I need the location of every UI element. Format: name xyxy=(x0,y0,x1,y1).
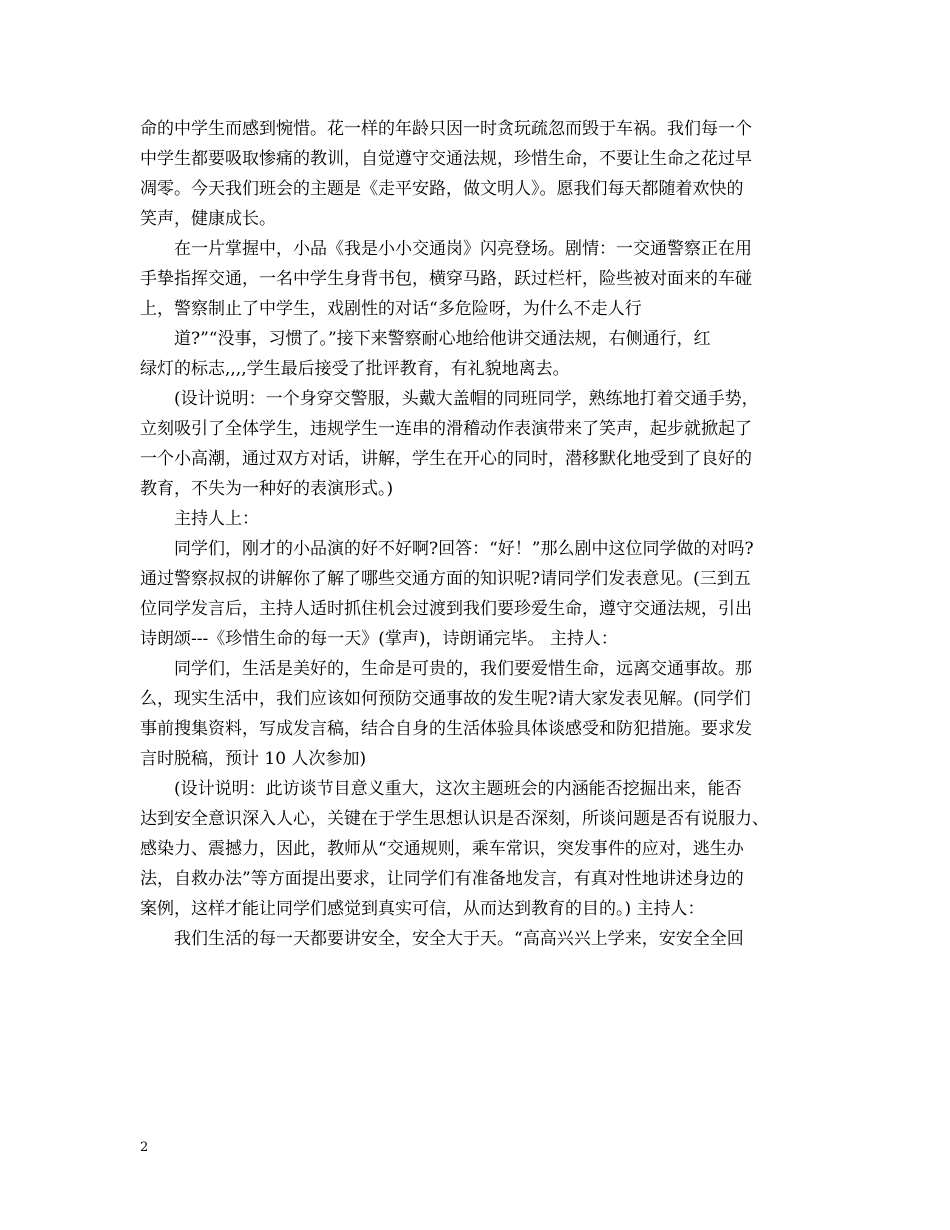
text-line: 一个小高潮，通过双方对话，讲解，学生在开心的同时，潜移默化地受到了良好的 xyxy=(140,449,752,469)
text-line: 通过警察叔叔的讲解你了解了哪些交通方面的知识呢?请同学们发表意见。(三到五 xyxy=(140,569,751,589)
page-number: 2 xyxy=(140,1140,149,1155)
text-line: 凋零。今天我们班会的主题是《走平安路，做文明人》。愿我们每天都随着欢快的 xyxy=(140,179,744,199)
text-line: 达到安全意识深入人心，关键在于学生思想认识是否深刻，所谈问题是否有说服力、 xyxy=(140,809,769,829)
text-line: 诗朗颂---《珍惜生命的每一天》(掌声)，诗朗诵完毕。 主持人： xyxy=(140,629,618,649)
text-line: 位同学发言后，主持人适时抓住机会过渡到我们要珍爱生命，遵守交通法规，引出 xyxy=(140,599,752,619)
text-line: 手挚指挥交通，一名中学生身背书包，横穿马路，跃过栏杆，险些被对面来的车碰 xyxy=(140,269,752,289)
text-line: 同学们，生活是美好的，生命是可贵的，我们要爱惜生命，远离交通事故。那 xyxy=(174,659,752,679)
body-text xyxy=(140,114,812,954)
text-line: 言时脱稿，预计 10 人次参加) xyxy=(140,749,367,769)
text-line: 绿灯的标志,,,,学生最后接受了批评教育，有礼貌地离去。 xyxy=(140,359,570,379)
text-line: 么，现实生活中，我们应该如何预防交通事故的发生呢?请大家发表见解。(同学们 xyxy=(140,689,751,709)
text-line: 在一片掌握中，小品《我是小小交通岗》闪亮登场。剧情：一交通警察正在用 xyxy=(174,239,752,259)
text-line: 我们生活的每一天都要讲安全，安全大于天。“高高兴兴上学来，安安全全回 xyxy=(174,929,744,949)
text-line: 事前搜集资料，写成发言稿，结合自身的生活体验具体谈感受和防犯措施。要求发 xyxy=(140,719,752,739)
text-line: 案例，这样才能让同学们感觉到真实可信，从而达到教育的目的。) 主持人： xyxy=(140,899,705,919)
text-line: (设计说明：一个身穿交警服，头戴大盖帽的同班同学，熟练地打着交通手势， xyxy=(174,389,759,409)
text-line: 法，自救办法”等方面提出要求，让同学们有准备地发言，有真对性地讲述身边的 xyxy=(140,869,744,889)
text-line: 立刻吸引了全体学生，违规学生一连串的滑稽动作表演带来了笑声，起步就掀起了 xyxy=(140,419,752,439)
text-line: 教育，不失为一种好的表演形式。) xyxy=(140,479,394,499)
text-line: 命的中学生而感到惋惜。花一样的年龄只因一时贪玩疏忽而毁于车祸。我们每一个 xyxy=(140,119,752,139)
text-line: 感染力、震撼力，因此，教师从“交通规则，乘车常识，突发事件的应对，逃生办 xyxy=(140,839,744,859)
text-line: 笑声，健康成长。 xyxy=(140,209,276,229)
text-line: (设计说明：此访谈节目意义重大，这次主题班会的内涵能否挖掘出来，能否 xyxy=(174,779,742,799)
text-line: 主持人上： xyxy=(174,509,259,529)
text-line: 中学生都要吸取惨痛的教训，自觉遵守交通法规，珍惜生命，不要让生命之花过早 xyxy=(140,149,752,169)
text-line: 同学们，刚才的小品演的好不好啊?回答：“好！”那么剧中这位同学做的对吗? xyxy=(174,539,754,559)
text-line: 道?”“没事，习惯了。”接下来警察耐心地给他讲交通法规，右侧通行，红 xyxy=(174,329,711,349)
text-line: 上，警察制止了中学生，戏剧性的对话“多危险呀，为什么不走人行 xyxy=(140,299,642,319)
